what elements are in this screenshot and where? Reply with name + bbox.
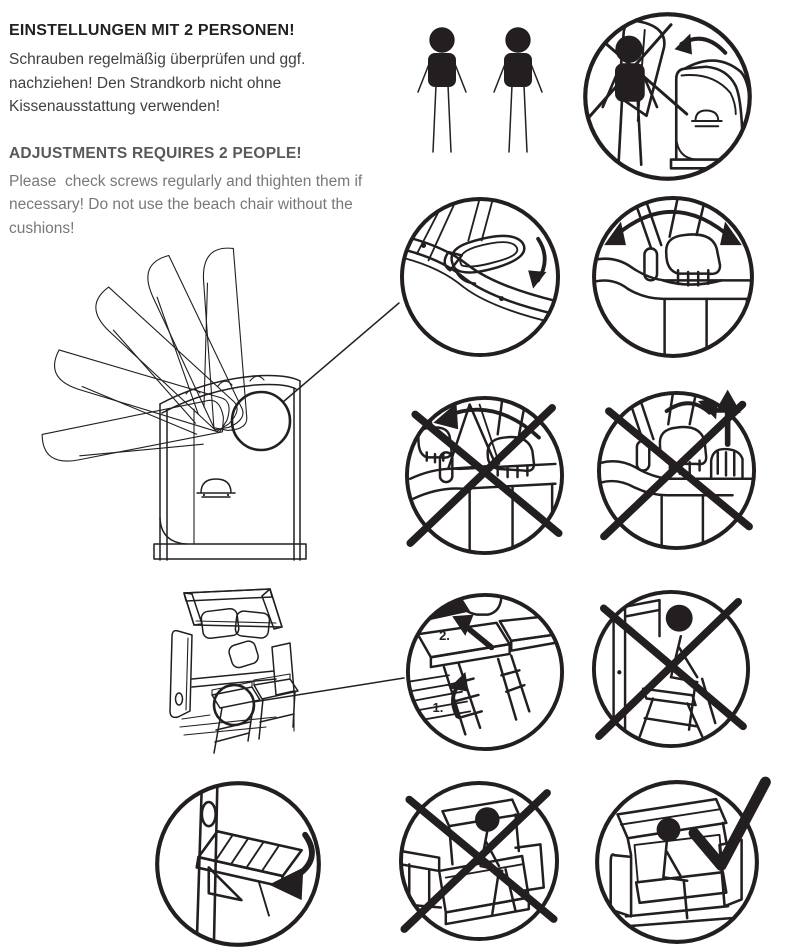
step-1-label: 1. (432, 699, 444, 715)
pictogram-move-hood-with-hand (589, 193, 757, 361)
pictogram-no-sitting-on-armrest (396, 778, 562, 944)
de-body-line-1: Schrauben regelmäßig überprüfen und ggf. (9, 51, 306, 68)
pictogram-stow-footstools-steps (403, 590, 567, 754)
heading-en: ADJUSTMENTS REQUIRES 2 PEOPLE! (9, 144, 302, 162)
heading-de: EINSTELLUNGEN MIT 2 PERSONEN! (9, 22, 295, 39)
pictogram-no-single-person-hood-adjustment (580, 9, 755, 184)
de-body-line-2: nachziehen! Den Strandkorb nicht ohne (9, 74, 282, 92)
pictogram-fold-side-table (152, 778, 324, 950)
pictogram-no-sitting-on-footstool (589, 587, 753, 751)
en-body-line-3: cushions! (9, 219, 75, 237)
pictogram-hood-strap-hook-detail (397, 194, 563, 360)
de-body-line-3: Kissenausstattung verwenden! (9, 98, 221, 115)
step-2-label: 2. (439, 627, 450, 643)
en-body-line-2: necessary! Do not use the beach chair without the (9, 196, 353, 213)
pictogram-no-lifting-hood (594, 388, 759, 553)
pictogram-sit-correctly (592, 777, 762, 947)
en-body-line-1: Please check screws regularly and thighten them if (9, 172, 363, 190)
pictogram-no-moving-hood-by-latch (402, 393, 567, 558)
